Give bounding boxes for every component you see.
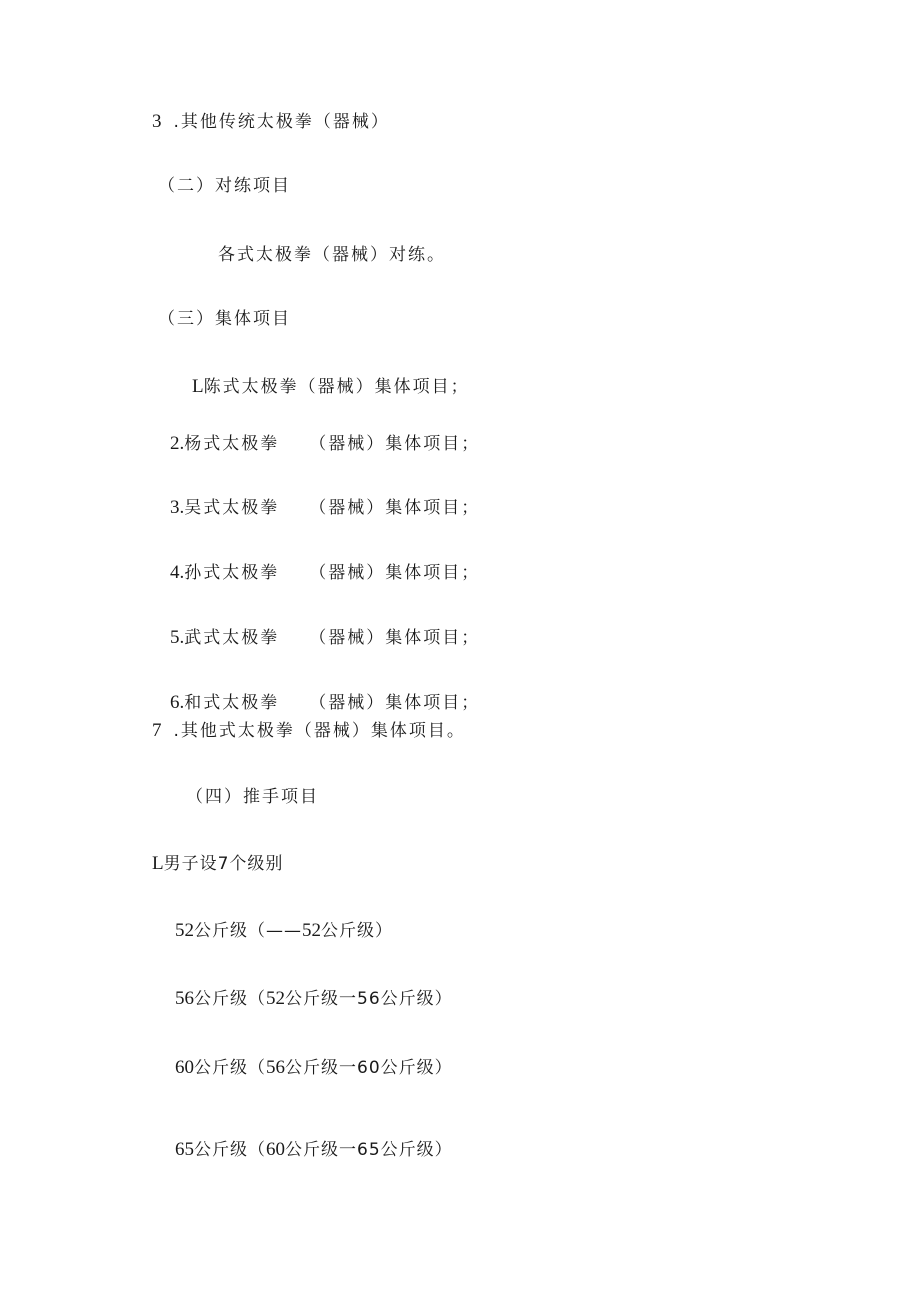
weight-class-range-end: 公斤级一60公斤级） bbox=[285, 1058, 453, 1078]
group-item-rest: （器械）集体项目。 bbox=[294, 721, 466, 741]
weight-class-65 bbox=[175, 1139, 453, 1161]
group-item-7 bbox=[152, 720, 466, 742]
weight-class-range-number: 60 bbox=[266, 1139, 285, 1160]
section-2-heading: （二）对练项目 bbox=[158, 176, 291, 196]
group-item-rest: （器械）集体项目； bbox=[309, 628, 481, 648]
group-item-6 bbox=[170, 692, 480, 714]
weight-class-number: 56 bbox=[175, 988, 194, 1009]
group-item-number: 4. bbox=[170, 562, 185, 583]
group-item-1 bbox=[192, 376, 470, 398]
group-item-3 bbox=[170, 497, 480, 519]
group-item-number: 2. bbox=[170, 433, 185, 454]
section-2-text: 各式太极拳（器械）对练。 bbox=[218, 245, 446, 265]
weight-class-number: 60 bbox=[175, 1057, 194, 1078]
weight-class-text: 公斤级（ bbox=[194, 989, 266, 1009]
group-item-rest: （器械）集体项目； bbox=[298, 377, 470, 397]
group-item-rest: （器械）集体项目； bbox=[309, 563, 481, 583]
group-item-number: 5. bbox=[170, 627, 185, 648]
men-levels-number: L bbox=[152, 853, 164, 874]
section-4-heading: （四）推手项目 bbox=[186, 787, 319, 807]
men-levels-line bbox=[152, 853, 283, 875]
group-item-rest: （器械）集体项目； bbox=[309, 498, 481, 518]
weight-class-range-end: 公斤级一65公斤级） bbox=[285, 1140, 453, 1160]
group-item-style: 吴式太极拳 bbox=[184, 498, 280, 518]
item-3-number: 3 bbox=[152, 111, 162, 132]
weight-class-52 bbox=[175, 920, 393, 942]
weight-class-range-number: 52 bbox=[266, 988, 285, 1009]
group-item-style: 孙式太极拳 bbox=[184, 563, 280, 583]
group-item-rest: （器械）集体项目； bbox=[309, 434, 481, 454]
weight-class-text: 公斤级（ bbox=[194, 1058, 266, 1078]
group-item-number: 3. bbox=[170, 497, 185, 518]
group-item-number: L bbox=[192, 376, 204, 397]
group-item-rest: （器械）集体项目； bbox=[309, 693, 481, 713]
group-item-style: 和式太极拳 bbox=[184, 693, 280, 713]
section-3-heading: （三）集体项目 bbox=[158, 309, 291, 329]
weight-class-range-end: 公斤级） bbox=[321, 921, 393, 941]
group-item-2 bbox=[170, 433, 480, 455]
weight-class-range-number: 52 bbox=[302, 920, 321, 941]
group-item-number: 7 bbox=[152, 720, 162, 741]
weight-class-text: 公斤级（ bbox=[194, 1140, 266, 1160]
group-item-style: 陈式太极拳 bbox=[203, 377, 299, 397]
group-item-5 bbox=[170, 627, 480, 649]
weight-class-number: 65 bbox=[175, 1139, 194, 1160]
weight-class-range-end: 公斤级一56公斤级） bbox=[285, 989, 453, 1009]
group-item-style: 杨式太极拳 bbox=[184, 434, 280, 454]
weight-class-56 bbox=[175, 988, 453, 1010]
weight-class-range-number: 56 bbox=[266, 1057, 285, 1078]
item-3-text: .其他传统太极拳（器械） bbox=[173, 112, 390, 132]
weight-class-60 bbox=[175, 1057, 453, 1079]
weight-class-number: 52 bbox=[175, 920, 194, 941]
weight-class-text: 公斤级（—— bbox=[194, 921, 302, 941]
group-item-number: 6. bbox=[170, 692, 185, 713]
item-3-line bbox=[152, 111, 390, 133]
group-item-style: 武式太极拳 bbox=[184, 628, 280, 648]
group-item-style: .其他式太极拳 bbox=[173, 721, 295, 741]
men-levels-text: 男子设7个级别 bbox=[163, 854, 284, 874]
group-item-4 bbox=[170, 562, 480, 584]
